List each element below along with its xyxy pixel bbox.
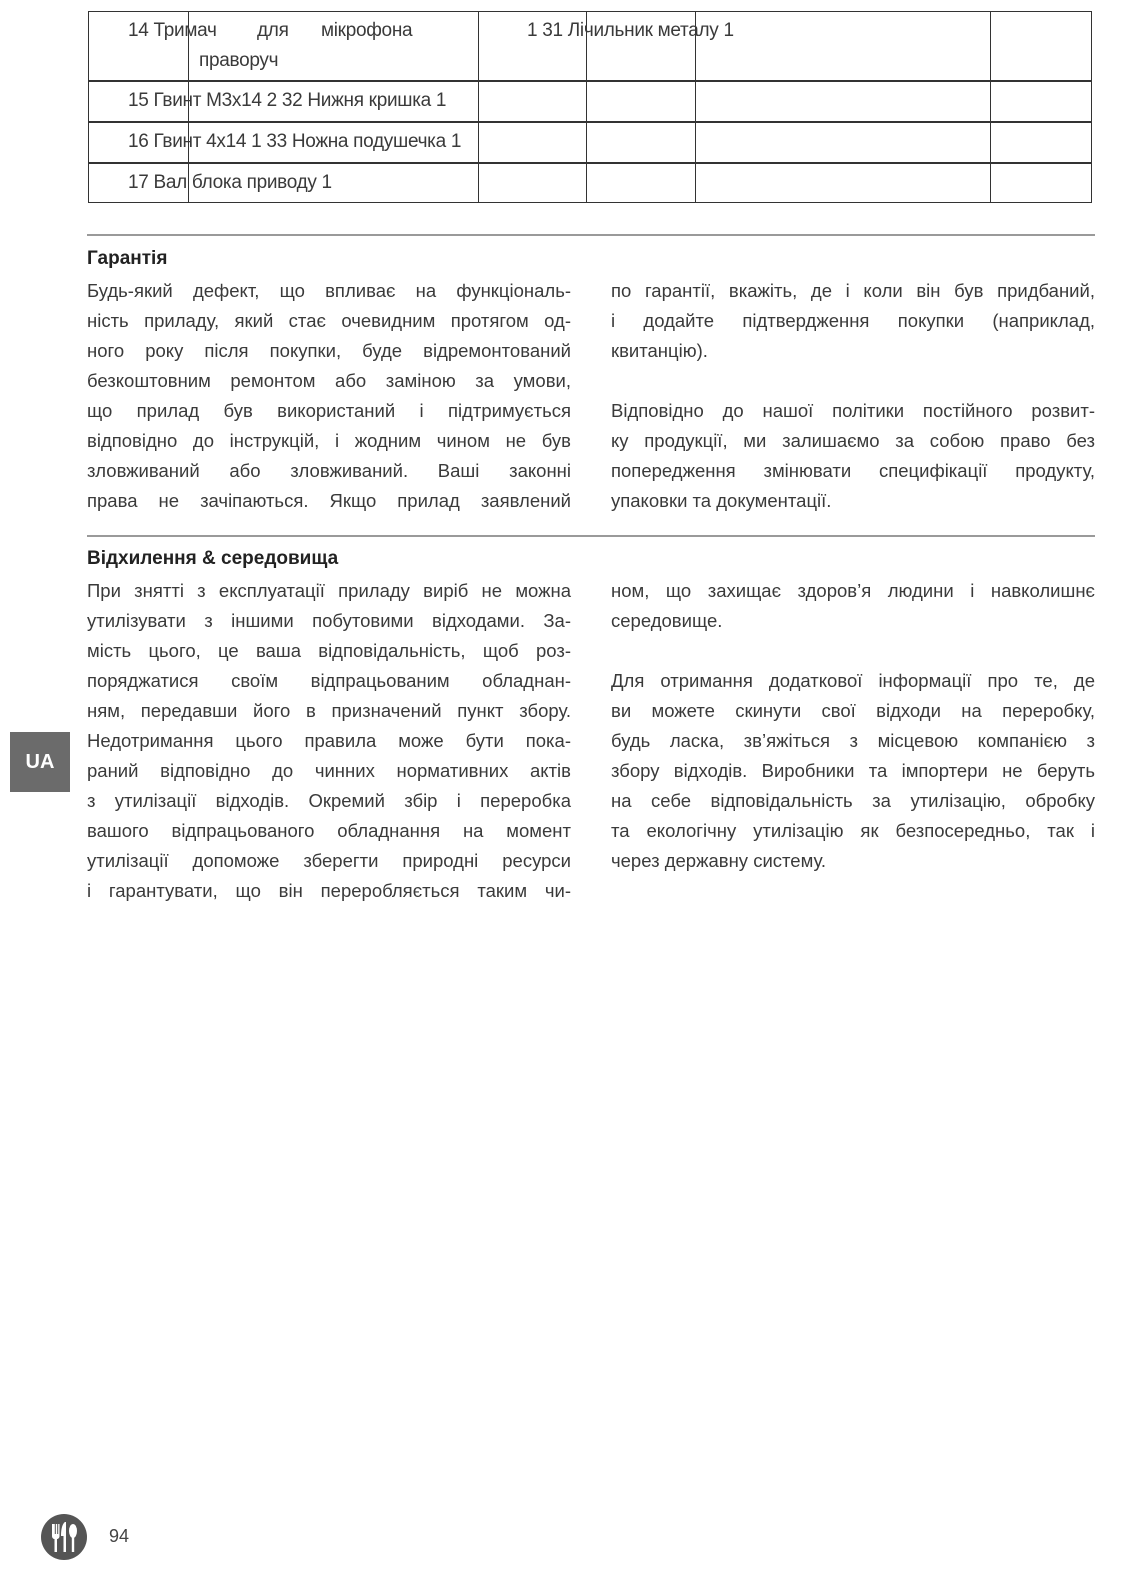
parts-table <box>88 11 1092 203</box>
disposal-text-right <box>611 576 1095 876</box>
table-cell: 14 Тримач <box>128 20 217 41</box>
text-line: зловживаний або зловживаний. Ваші законні <box>87 460 571 481</box>
page-number: 94 <box>109 1526 130 1546</box>
text-line: по гарантії, вкажіть, де і коли він був придбаний, <box>611 280 1095 301</box>
table-cell: мікрофона <box>321 20 413 41</box>
text-line: з утилізації відходів. Окремий збір і переробка <box>87 790 571 811</box>
text-line: Будь-який дефект, що впливає на функціональ- <box>87 280 571 301</box>
text-line: попередження змінювати специфікації продукту, <box>611 460 1095 481</box>
language-tab: UA <box>10 732 70 792</box>
table-cell: 1 31 Лічильник металу 1 <box>527 20 734 41</box>
text-line: відповідно до інструкцій, і жодним чином не був <box>87 430 571 451</box>
text-line: упаковки та документації. <box>611 490 832 511</box>
divider <box>87 535 1095 537</box>
table-cell: 17 Вал блока приводу 1 <box>128 172 332 193</box>
text-line <box>611 366 1095 396</box>
warranty-heading: Гарантія <box>87 248 168 269</box>
text-line: утилізації допоможе зберегти природні ресурси <box>87 850 571 871</box>
text-line: раний відповідно до чинних нормативних актів <box>87 760 571 781</box>
text-line: ном, що захищає здоров’я людини і навколишнє <box>611 580 1095 601</box>
text-line: ням, передавши його в призначений пункт збору. <box>87 700 571 721</box>
text-line: ність приладу, який стає очевидним протягом од- <box>87 310 571 331</box>
text-line: права не зачіпаються. Якщо прилад заявлений <box>87 490 571 511</box>
table-cell: праворуч <box>199 50 279 71</box>
text-line: що прилад був використаний і підтримується <box>87 400 571 421</box>
text-line: ного року після покупки, буде відремонтований <box>87 340 571 361</box>
text-line: середовище. <box>611 610 723 631</box>
text-line: та екологічну утилізацію як безпосередньо, так і <box>611 820 1095 841</box>
text-line: мість цього, це ваша відповідальність, щоб роз- <box>87 640 571 661</box>
warranty-text-right <box>611 276 1095 516</box>
text-line: безкоштовним ремонтом або заміною за умови, <box>87 370 571 391</box>
text-line: Відповідно до нашої політики постійного розвит- <box>611 400 1095 421</box>
text-line: збору відходів. Виробники та імпортери не беруть <box>611 760 1095 781</box>
cutlery-icon <box>41 1514 87 1560</box>
text-line: ку продукції, ми залишаємо за собою право без <box>611 430 1095 451</box>
text-line: і додайте підтвердження покупки (наприклад, <box>611 310 1095 331</box>
disposal-text-left <box>87 576 571 906</box>
text-line: на себе відповідальність за утилізацію, обробку <box>611 790 1095 811</box>
text-line: поряджатися своїм відпрацьованим обладнан- <box>87 670 571 691</box>
text-line: Недотримання цього правила може бути пока- <box>87 730 571 751</box>
text-line: через державну систему. <box>611 850 827 871</box>
disposal-heading: Відхилення & середовища <box>87 548 339 569</box>
text-line: вашого відпрацьованого обладнання на момент <box>87 820 571 841</box>
text-line: і гарантувати, що він переробляється таким чи- <box>87 880 571 901</box>
text-line: квитанцію). <box>611 340 708 361</box>
divider <box>87 234 1095 236</box>
text-line: будь ласка, зв’яжіться з місцевою компанією з <box>611 730 1095 751</box>
table-cell: для <box>257 20 289 41</box>
warranty-text-left <box>87 276 571 516</box>
text-line: При знятті з експлуатації приладу виріб не можна <box>87 580 571 601</box>
text-line: Для отримання додаткової інформації про те, де <box>611 670 1095 691</box>
text-line: ви можете скинути свої відходи на переробку, <box>611 700 1095 721</box>
text-line: утилізувати з іншими побутовими відходами. За- <box>87 610 571 631</box>
table-cell: 16 Гвинт 4х14 1 33 Ножна подушечка 1 <box>128 131 462 152</box>
text-line <box>611 636 1095 666</box>
table-cell: 15 Гвинт М3х14 2 32 Нижня кришка 1 <box>128 90 447 111</box>
